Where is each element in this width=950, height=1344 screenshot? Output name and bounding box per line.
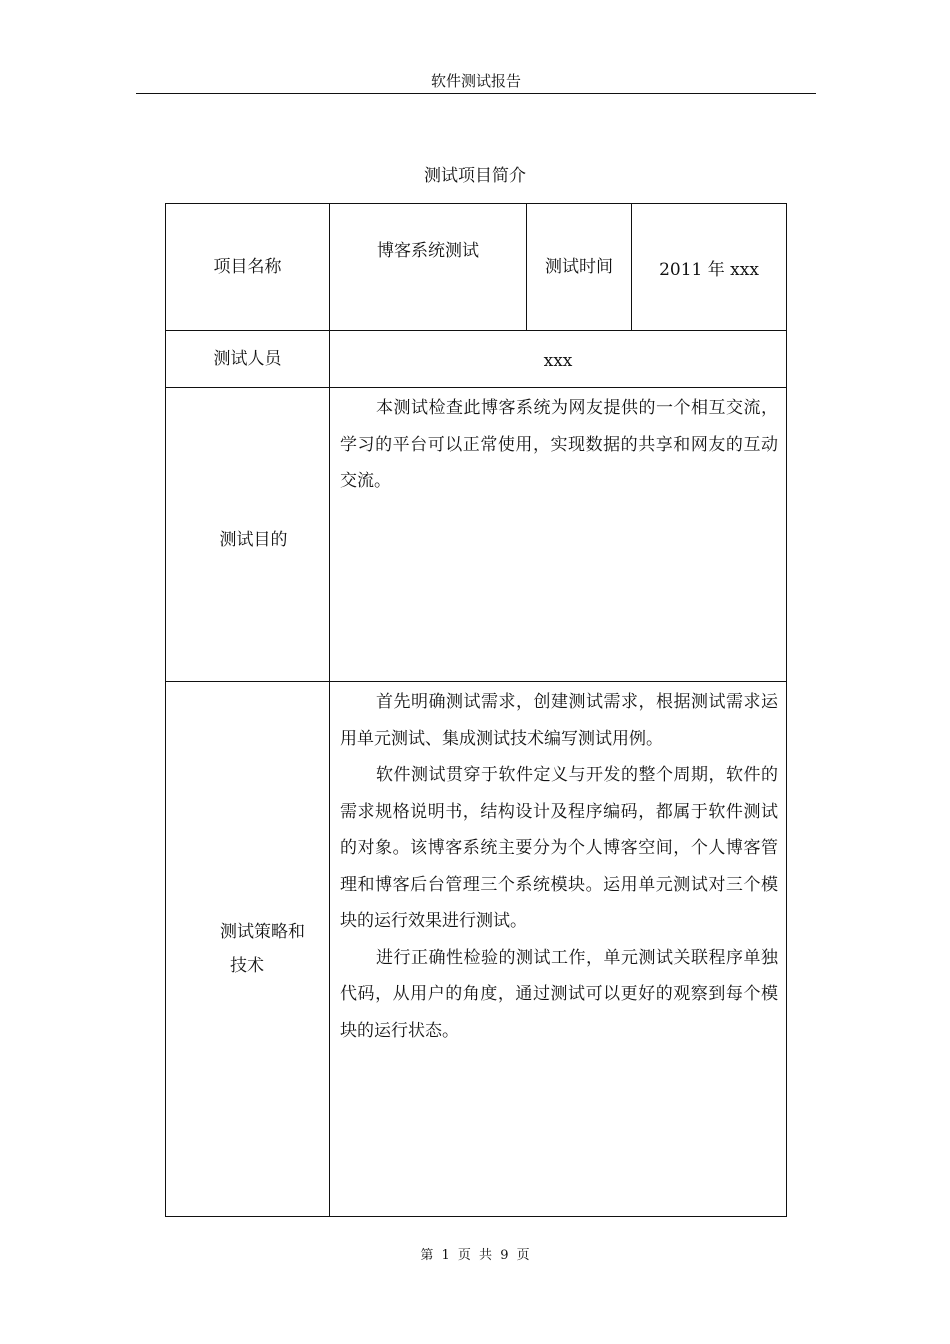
strategy-label-line2: 技术 (230, 956, 264, 976)
page-header-title: 软件测试报告 (430, 72, 521, 90)
section-title: 测试项目简介 (424, 166, 526, 186)
table-row-purpose (166, 388, 787, 682)
personnel-value: xxx (330, 331, 787, 388)
project-info-table (165, 203, 787, 1217)
table-row-project (166, 204, 787, 331)
strategy-paragraph: 软件测试贯穿于软件定义与开发的整个周期，软件的需求规格说明书，结构设计及程序编码，都属于软件测试的对象。该博客系统主要分为个人博客空间，个人博客管理和博客后台管理三个系统模块。运用单元测试对三个模块的运行效果进行测试。 (340, 765, 778, 931)
purpose-cell (330, 388, 787, 682)
page-number-footer: 第 1 页 共 9 页 (420, 1248, 530, 1263)
header-divider (136, 93, 816, 94)
purpose-label: 测试目的 (166, 388, 330, 682)
project-name-value: 博客系统测试 (330, 204, 527, 331)
strategy-paragraph: 进行正确性检验的测试工作，单元测试关联程序单独代码，从用户的角度，通过测试可以更好的观察到每个模块的运行状态。 (340, 947, 778, 1041)
test-time-label: 测试时间 (527, 204, 632, 331)
project-name-label: 项目名称 (166, 204, 330, 331)
table-row-strategy (166, 682, 787, 1217)
purpose-text: 本测试检查此博客系统为网友提供的一个相互交流，学习的平台可以正常使用，实现数据的共享和网友的互动交流。 (340, 398, 778, 491)
strategy-cell (330, 682, 787, 1217)
personnel-label: 测试人员 (166, 331, 330, 388)
test-time-value: 2011 年 xxx (632, 204, 787, 331)
table-row-personnel (166, 331, 787, 388)
strategy-label (166, 682, 330, 1217)
strategy-paragraph: 首先明确测试需求，创建测试需求，根据测试需求运用单元测试、集成测试技术编写测试用例。 (340, 692, 778, 749)
strategy-label-line1: 测试策略和 (220, 922, 305, 942)
